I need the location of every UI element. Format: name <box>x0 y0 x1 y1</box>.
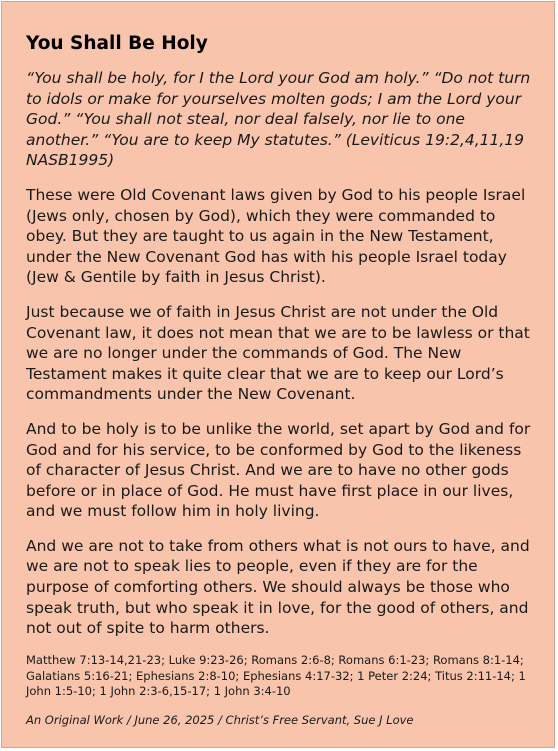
body-paragraph-1: These were Old Covenant laws given by God to his people Israel (Jews only, chosen by God), which they were commanded to obey. But they are taught to us again in the New Testament, under the New Covenant God has with his people Israel today (Jew & Gentile by faith in Jesus Christ). <box>26 185 526 287</box>
body-paragraph-2: Just because we of faith in Jesus Christ are not under the Old Covenant law, it does not mean that we are to be lawless or that we are no longer under the commands of God. The New Testament makes it quite clear that we are to keep our Lord’s commandments under the New Covenant. <box>26 302 530 404</box>
body-paragraph-4: And we are not to take from others what is not ours to have, and we are not to speak lies to people, even if they are for the purpose of comforting others. We should always be those who speak truth, but who speak it in love, for the good of others, and not out of spite to harm others. <box>26 536 530 638</box>
scripture-references: Matthew 7:13-14,21-23; Luke 9:23-26; Romans 2:6-8; Romans 6:1-23; Romans 8:1-14; Galatians 5:16-21; Ephesians 2:8-10; Ephesians 4:17-32; 1 Peter 2:24; Titus 2:11-14; 1 John 1:5-10; 1 John 2:3-6,15-17; 1 John 3:4-10 <box>26 652 526 699</box>
article-content <box>26 32 538 728</box>
body-paragraph-3: And to be holy is to be unlike the world, set apart by God and for God and for his service, to be conformed by God to the likeness of character of Jesus Christ. And we are to have no other gods before or in place of God. He must have first place in our lives, and we must follow him in holy living. <box>26 419 531 521</box>
author-footer: An Original Work / June 26, 2025 / Christ’s Free Servant, Sue J Love <box>26 713 414 728</box>
scripture-quote: “You shall be holy, for I the Lord your God am holy.” “Do not turn to idols or make for yourselves molten gods; I am the Lord your God.” “You shall not steal, nor deal falsely, nor lie to one another.” “You are to keep My statutes.” (Leviticus 19:2,4,11,19 NASB1995) <box>26 69 531 170</box>
article-card <box>1 1 555 748</box>
article-title: You Shall Be Holy <box>26 33 208 54</box>
